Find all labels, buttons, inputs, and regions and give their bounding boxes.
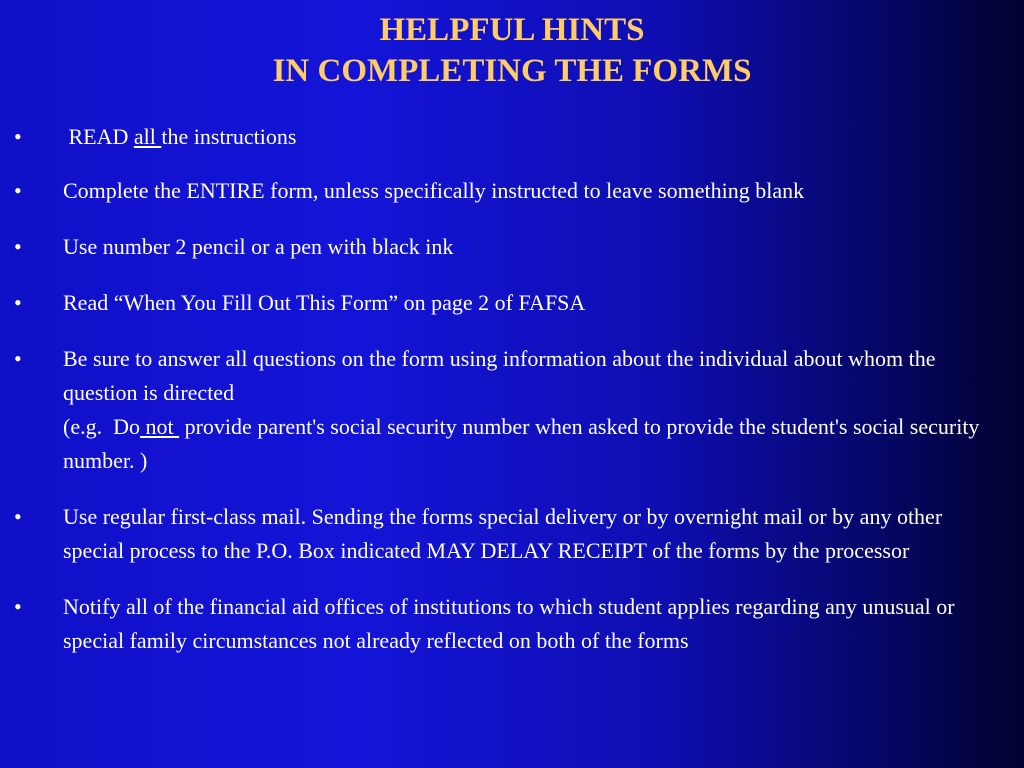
- hint-mail-method: [0, 500, 1024, 568]
- hint-text: Be sure to answer all questions on the form using information about the individual about whom the question is directed: [63, 346, 936, 405]
- hint-example: [63, 410, 1004, 478]
- bullet-icon: •: [14, 124, 22, 149]
- bullet-icon: •: [14, 594, 22, 619]
- hint-text-pre: READ: [63, 124, 134, 149]
- hint-example-post: provide parent's social security number when asked to provide the student's social security number. ): [63, 414, 980, 473]
- hint-pencil-pen: [0, 230, 1024, 264]
- bullet-icon: •: [14, 346, 22, 371]
- hint-example-pre: (e.g. Do: [63, 414, 140, 439]
- hint-text: Read “When You Fill Out This Form” on page 2 of FAFSA: [63, 290, 586, 315]
- bullet-icon: •: [14, 290, 22, 315]
- slide-title-line-2: IN COMPLETING THE FORMS: [272, 53, 752, 89]
- hint-text-emphasis: all: [133, 124, 162, 149]
- hint-notify-offices: [0, 590, 1024, 658]
- hint-complete-form: [0, 174, 1024, 208]
- hint-answer-all-questions: [0, 342, 1024, 478]
- hints-list: [0, 120, 1024, 680]
- hint-text: Use regular first-class mail. Sending the forms special delivery or by overnight mail or by any other special process to the P.O. Box indicated MAY DELAY RECEIPT of the forms by the processor: [63, 504, 943, 563]
- hint-example-emphasis: not: [139, 414, 180, 439]
- slide-title: [0, 10, 1024, 92]
- hint-text: Notify all of the financial aid offices of institutions to which student applies regarding any unusual or special family circumstances not already reflected on both of the forms: [63, 594, 955, 653]
- hint-text: Complete the ENTIRE form, unless specifically instructed to leave something blank: [63, 178, 805, 203]
- hint-read-fafsa-page: [0, 286, 1024, 320]
- slide-title-line-1: HELPFUL HINTS: [379, 12, 645, 48]
- bullet-icon: •: [14, 234, 22, 259]
- bullet-icon: •: [14, 504, 22, 529]
- hint-read-instructions: [0, 120, 1024, 154]
- hint-text: Use number 2 pencil or a pen with black ink: [63, 234, 454, 259]
- hint-text-post: the instructions: [161, 124, 297, 149]
- bullet-icon: •: [14, 178, 22, 203]
